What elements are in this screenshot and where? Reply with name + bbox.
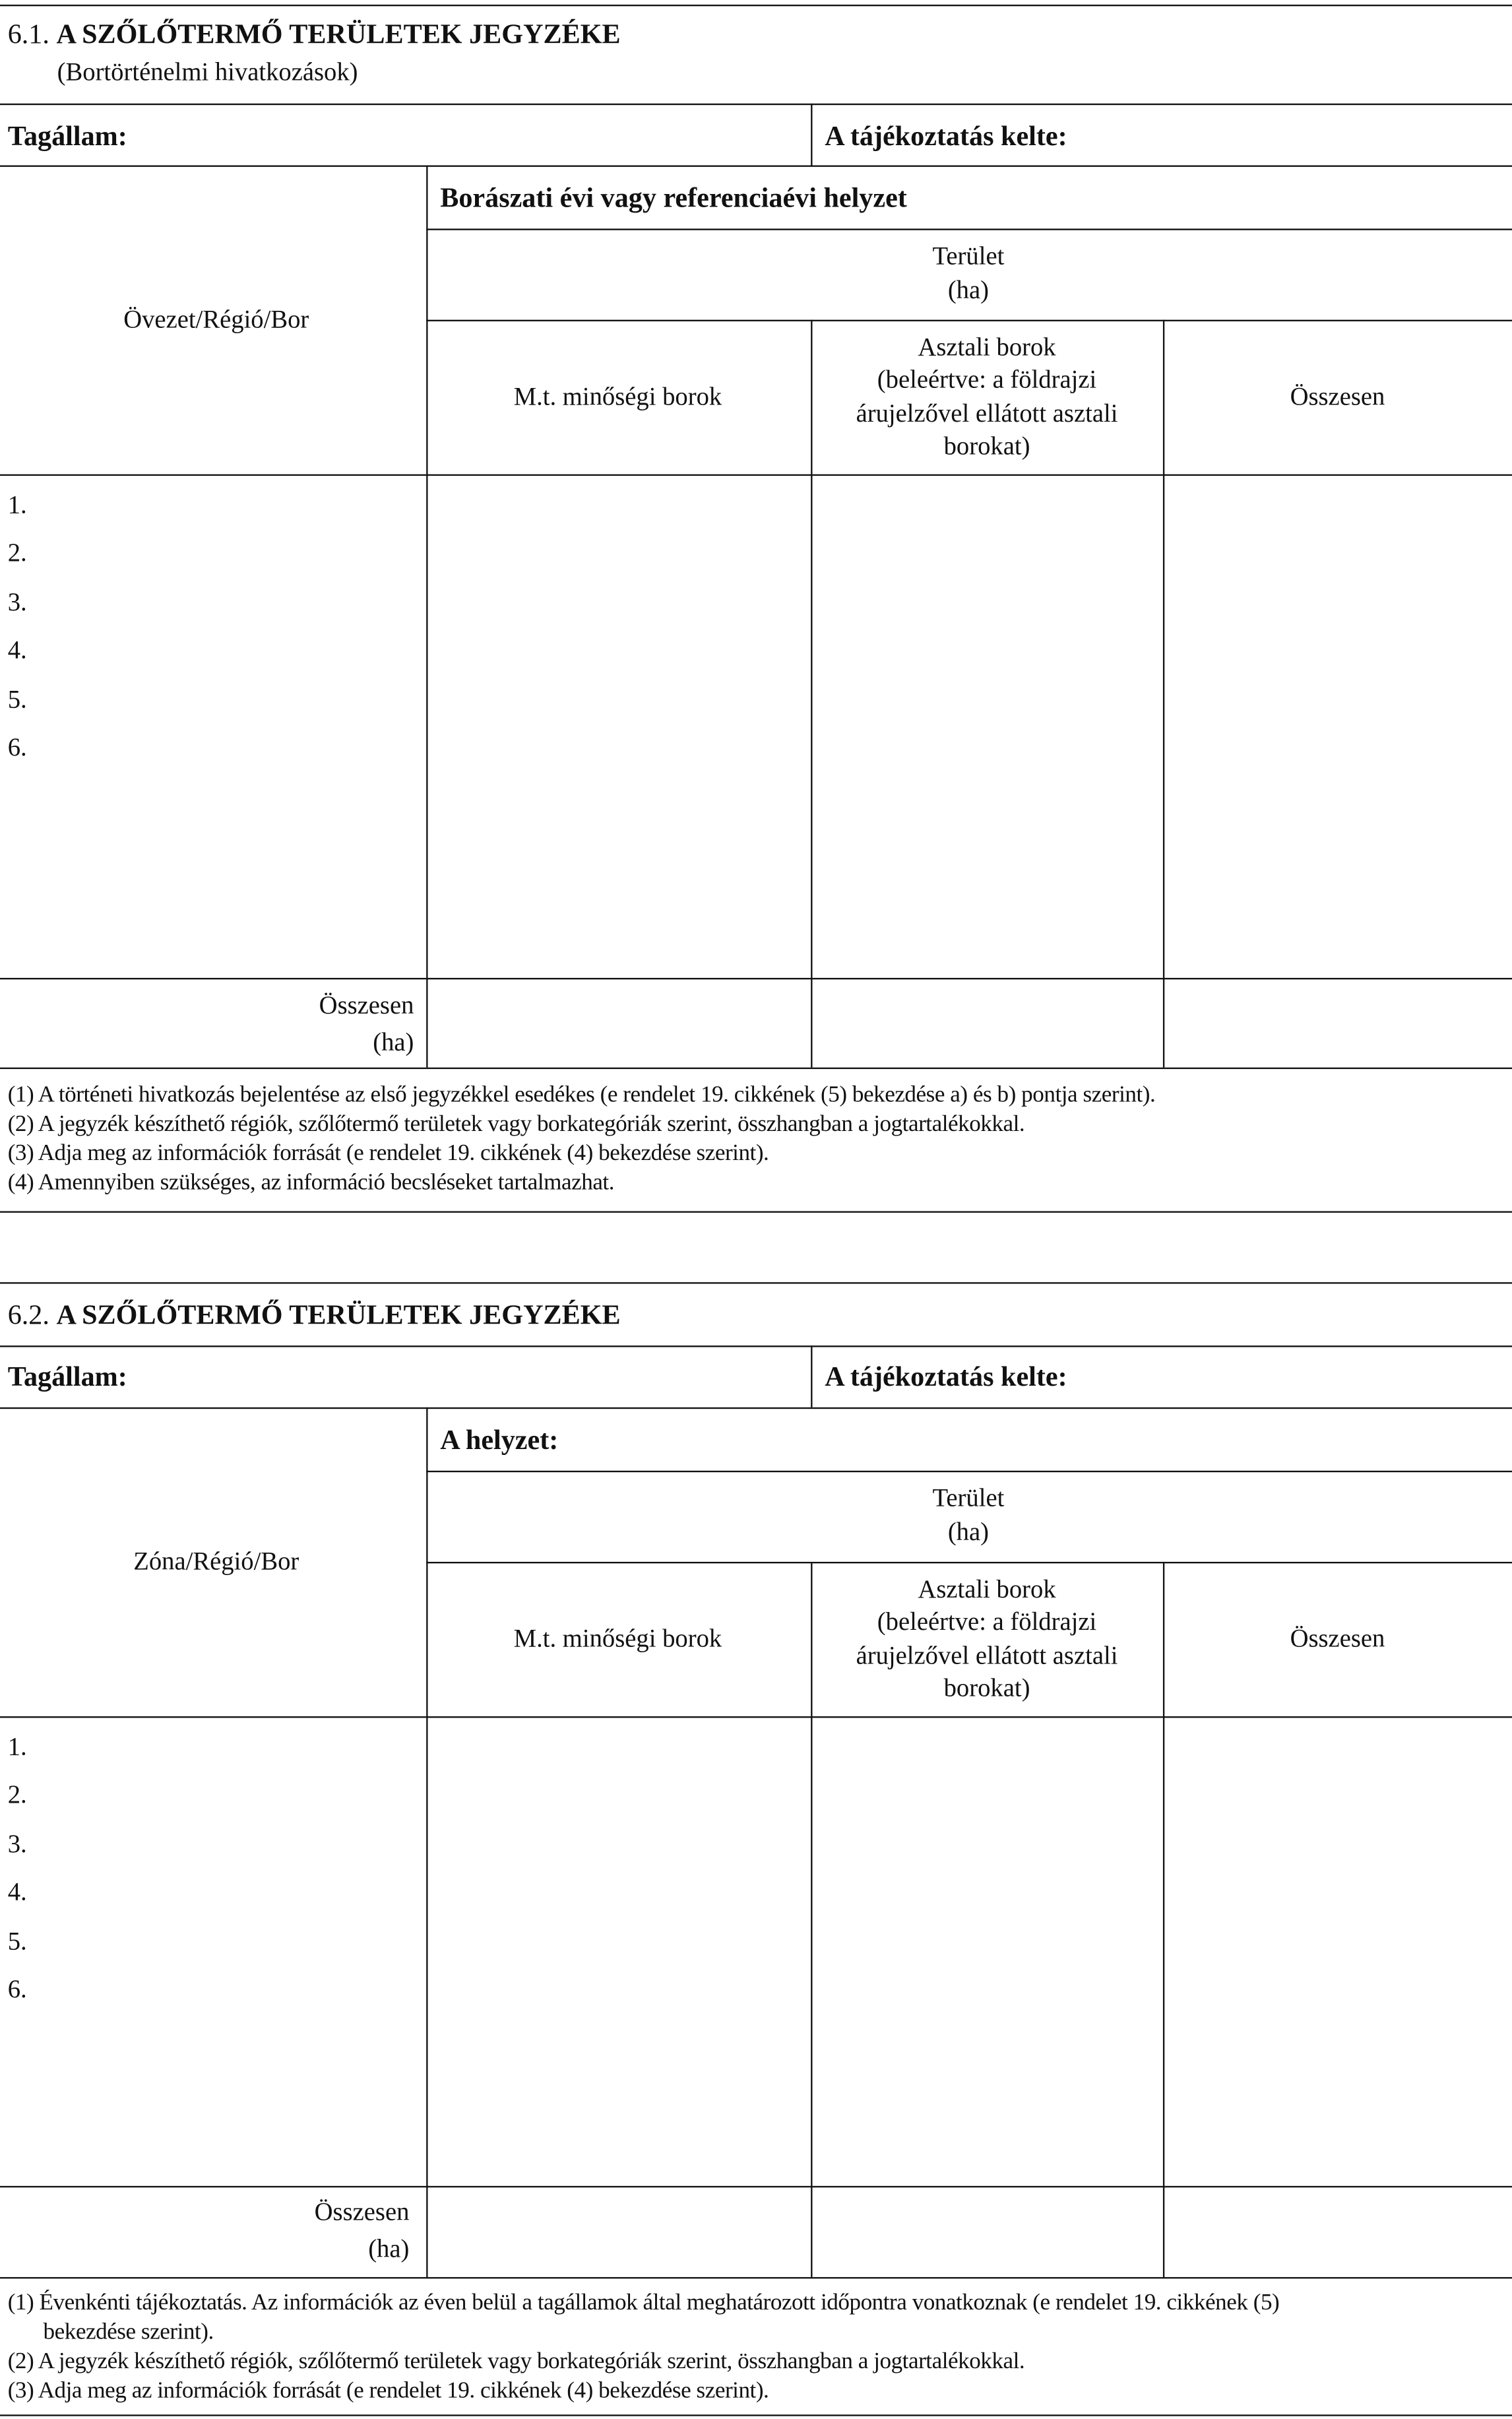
row-number: 3. [7,587,27,617]
date-label: A tájékoztatás kelte: [825,120,1067,152]
divider [0,2277,1512,2278]
footnote: (1) A történeti hivatkozás bejelentése az első jegyzékkel esedékes (e rendelet 19. cikkének (5) bekezdése a) és b) pontja szerint). [7,1083,1156,1108]
section-title: A SZŐLŐTERMŐ TERÜLETEK JEGYZÉKE [56,18,621,49]
divider [1163,320,1164,1068]
situation-label: A helyzet: [440,1424,559,1456]
total-unit: (ha) [373,1027,414,1057]
footnote: (3) Adja meg az információk forrását (e rendelet 19. cikkének (4) bekezdése szerint). [7,1142,769,1167]
divider [0,2186,1512,2187]
row-number: 4. [7,635,27,664]
area-unit: (ha) [947,274,990,305]
divider [0,104,1512,105]
divider [811,320,812,1068]
divider [426,1562,1512,1563]
section-title: A SZŐLŐTERMŐ TERÜLETEK JEGYZÉKE [56,1299,621,1330]
row-number: 4. [7,1877,27,1907]
divider [426,1407,427,2277]
divider [0,978,1512,979]
footnote: (2) A jegyzék készíthető régiók, szőlőtermő területek vagy borkategóriák szerint, összhangban a jogtartalékokkal. [7,2349,1025,2375]
column-table-wines: Asztali borok [918,332,1056,362]
divider [811,1562,812,2277]
column-table-wines: (beleértve: a földrajzi [877,364,1097,395]
row-number: 1. [7,1731,27,1761]
divider [426,228,1512,230]
row-number: 2. [7,1780,27,1809]
divider [0,1282,1512,1283]
footnote: (3) Adja meg az információk forrását (e rendelet 19. cikkének (4) bekezdése szerint). [7,2379,769,2404]
column-table-wines: árujelzővel ellátott asztali [856,399,1118,428]
situation-label: Borászati évi vagy referenciaévi helyzet [440,182,907,214]
row-number: 3. [7,1828,27,1859]
member-state-label: Tagállam: [7,1361,127,1392]
column-quality-wines: M.t. minőségi borok [513,381,722,411]
row-header: Övezet/Régió/Bor [123,304,309,334]
column-quality-wines: M.t. minőségi borok [513,1623,722,1654]
date-label: A tájékoztatás kelte: [825,1361,1067,1392]
divider [426,320,1512,321]
area-label: Terület [932,1483,1005,1513]
column-table-wines: Asztali borok [918,1574,1056,1604]
total-label: Összesen [319,990,414,1020]
column-table-wines: (beleértve: a földrajzi [877,1606,1097,1636]
row-number: 5. [7,1926,27,1956]
section1-subtitle: (Bortörténelmi hivatkozások) [57,57,358,87]
section2-heading [8,1299,621,1330]
column-table-wines: borokat) [943,1673,1030,1703]
divider [0,1345,1512,1347]
divider [1163,1562,1164,2277]
divider [426,1471,1512,1472]
column-table-wines: borokat) [943,431,1030,461]
area-unit: (ha) [947,1517,990,1547]
divider [0,1716,1512,1718]
footnote: (1) Évenkénti tájékoztatás. Az információk az éven belül a tagállamok által meghatározott időpontra vonatkoznak (e rendelet 19. cikkének (5) [7,2290,1280,2316]
row-number: 6. [7,1974,27,2004]
row-number: 5. [7,684,27,714]
column-table-wines: árujelzővel ellátott asztali [856,1640,1118,1670]
row-number: 1. [7,490,27,519]
area-label: Terület [932,241,1005,271]
row-header: Zóna/Régió/Bor [133,1546,299,1576]
section1-heading [8,18,621,49]
divider [0,166,1512,167]
footnote-continuation: bekezdése szerint). [43,2320,214,2345]
row-number: 6. [7,732,27,762]
divider [0,2414,1512,2416]
divider [426,166,427,1068]
divider [0,1068,1512,1069]
row-number: 2. [7,537,27,567]
footnote: (2) A jegyzék készíthető régiók, szőlőtermő területek vagy borkategóriák szerint, összhangban a jogtartalékokkal. [7,1112,1025,1138]
divider [811,104,812,166]
divider [0,5,1512,6]
column-total: Összesen [1290,1623,1385,1654]
divider [811,1345,812,1407]
section-number: 6.2. [7,1299,49,1330]
column-total: Összesen [1290,381,1385,411]
member-state-label: Tagállam: [7,120,127,152]
divider [0,1211,1512,1213]
divider [0,1407,1512,1409]
section-number: 6.1. [7,18,49,49]
footnote: (4) Amennyiben szükséges, az információ becsléseket tartalmazhat. [7,1171,615,1196]
total-label: Összesen [314,2197,410,2226]
total-unit: (ha) [368,2234,410,2263]
divider [0,474,1512,476]
